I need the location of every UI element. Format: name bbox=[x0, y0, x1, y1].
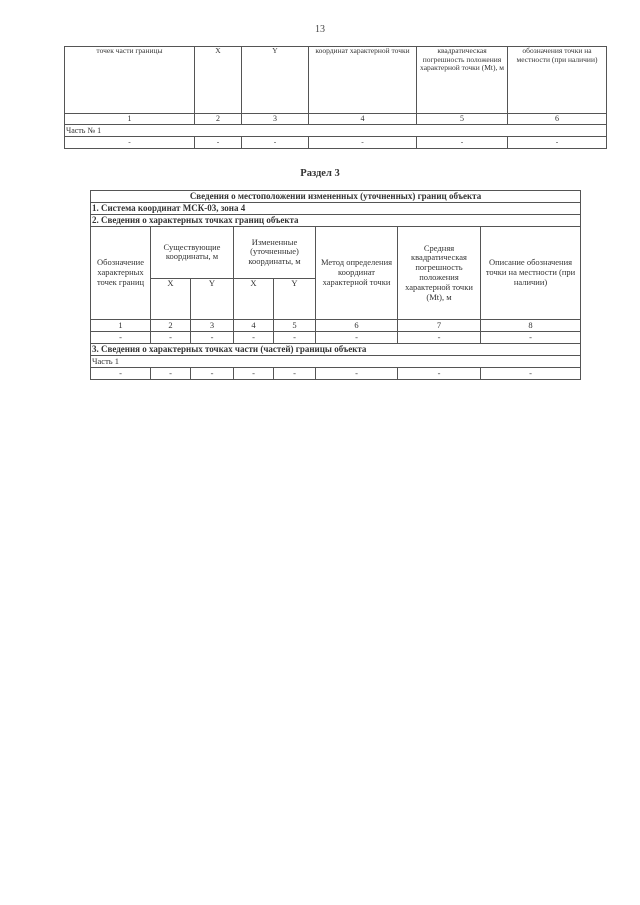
bottom-number-cell: 8 bbox=[481, 320, 581, 332]
bottom-dash-cell: - bbox=[151, 368, 191, 380]
top-table bbox=[64, 46, 607, 149]
top-part-label: Часть № 1 bbox=[65, 125, 607, 137]
points-info-label: 2. Сведения о характерных точках границ объекта bbox=[91, 215, 581, 227]
col-changed-coords: Измененные (уточненные) координаты, м bbox=[234, 227, 316, 279]
top-dash-cell: - bbox=[195, 137, 242, 149]
bottom-number-cell: 6 bbox=[316, 320, 398, 332]
bottom-dash-cell: - bbox=[234, 332, 274, 344]
bottom-number-cell: 1 bbox=[91, 320, 151, 332]
section-title: Раздел 3 bbox=[300, 168, 340, 179]
bottom-number-row bbox=[91, 320, 581, 332]
col-existing-coords: Существующие координаты, м bbox=[151, 227, 234, 279]
col-y-changed: Y bbox=[274, 278, 316, 319]
col-y-existing: Y bbox=[191, 278, 234, 319]
col-description: Описание обозначения точки на местности (при наличии) bbox=[481, 227, 581, 320]
bottom-part-label: Часть 1 bbox=[91, 356, 581, 368]
bottom-number-cell: 3 bbox=[191, 320, 234, 332]
top-header-cell: точек части границы bbox=[65, 47, 195, 114]
points-info-row bbox=[91, 215, 581, 227]
bottom-dash-row-2 bbox=[91, 368, 581, 380]
top-number-cell: 5 bbox=[417, 114, 508, 125]
bottom-dash-cell: - bbox=[316, 368, 398, 380]
col-designation: Обозначение характерных точек границ bbox=[91, 227, 151, 320]
top-dash-cell: - bbox=[65, 137, 195, 149]
col-x-existing: X bbox=[151, 278, 191, 319]
bottom-dash-cell: - bbox=[274, 332, 316, 344]
bottom-dash-row bbox=[91, 332, 581, 344]
coordinate-system-label: 1. Система координат МСК-03, зона 4 bbox=[91, 203, 581, 215]
top-number-cell: 6 bbox=[508, 114, 607, 125]
top-table-number-row bbox=[65, 114, 607, 125]
bottom-dash-cell: - bbox=[481, 332, 581, 344]
bottom-table bbox=[90, 190, 581, 380]
bottom-dash-cell: - bbox=[191, 368, 234, 380]
top-dash-cell: - bbox=[508, 137, 607, 149]
top-dash-cell: - bbox=[309, 137, 417, 149]
bottom-dash-cell: - bbox=[91, 368, 151, 380]
bottom-number-cell: 2 bbox=[151, 320, 191, 332]
bottom-dash-cell: - bbox=[481, 368, 581, 380]
top-header-cell: квадратическая погрешность положения характерной точки (Mt), м bbox=[417, 47, 508, 114]
page-number: 13 bbox=[315, 24, 325, 35]
col-x-changed: X bbox=[234, 278, 274, 319]
bottom-number-cell: 7 bbox=[398, 320, 481, 332]
bottom-header-row bbox=[91, 227, 581, 279]
top-table-part-row bbox=[65, 125, 607, 137]
bottom-dash-cell: - bbox=[398, 368, 481, 380]
top-number-cell: 4 bbox=[309, 114, 417, 125]
top-header-cell: координат характерной точки bbox=[309, 47, 417, 114]
bottom-number-cell: 4 bbox=[234, 320, 274, 332]
top-table-dash-row bbox=[65, 137, 607, 149]
bottom-dash-cell: - bbox=[91, 332, 151, 344]
bottom-table-title: Сведения о местоположении измененных (уточненных) границ объекта bbox=[91, 191, 581, 203]
top-dash-cell: - bbox=[242, 137, 309, 149]
bottom-dash-cell: - bbox=[316, 332, 398, 344]
bottom-table-title-row bbox=[91, 191, 581, 203]
top-header-cell: обозначения точки на местности (при наличии) bbox=[508, 47, 607, 114]
bottom-number-cell: 5 bbox=[274, 320, 316, 332]
bottom-dash-cell: - bbox=[151, 332, 191, 344]
bottom-dash-cell: - bbox=[191, 332, 234, 344]
top-dash-cell: - bbox=[417, 137, 508, 149]
coordinate-system-row bbox=[91, 203, 581, 215]
top-number-cell: 1 bbox=[65, 114, 195, 125]
col-error: Средняя квадратическая погрешность положения характерной точки (Mt), м bbox=[398, 227, 481, 320]
top-table-header-row bbox=[65, 47, 607, 114]
bottom-part-row bbox=[91, 356, 581, 368]
part-points-label: 3. Сведения о характерных точках части (частей) границы объекта bbox=[91, 344, 581, 356]
top-number-cell: 2 bbox=[195, 114, 242, 125]
top-number-cell: 3 bbox=[242, 114, 309, 125]
part-points-row bbox=[91, 344, 581, 356]
bottom-dash-cell: - bbox=[274, 368, 316, 380]
bottom-dash-cell: - bbox=[234, 368, 274, 380]
top-header-cell: X bbox=[195, 47, 242, 114]
col-method: Метод определения координат характерной точки bbox=[316, 227, 398, 320]
bottom-dash-cell: - bbox=[398, 332, 481, 344]
top-header-cell: Y bbox=[242, 47, 309, 114]
